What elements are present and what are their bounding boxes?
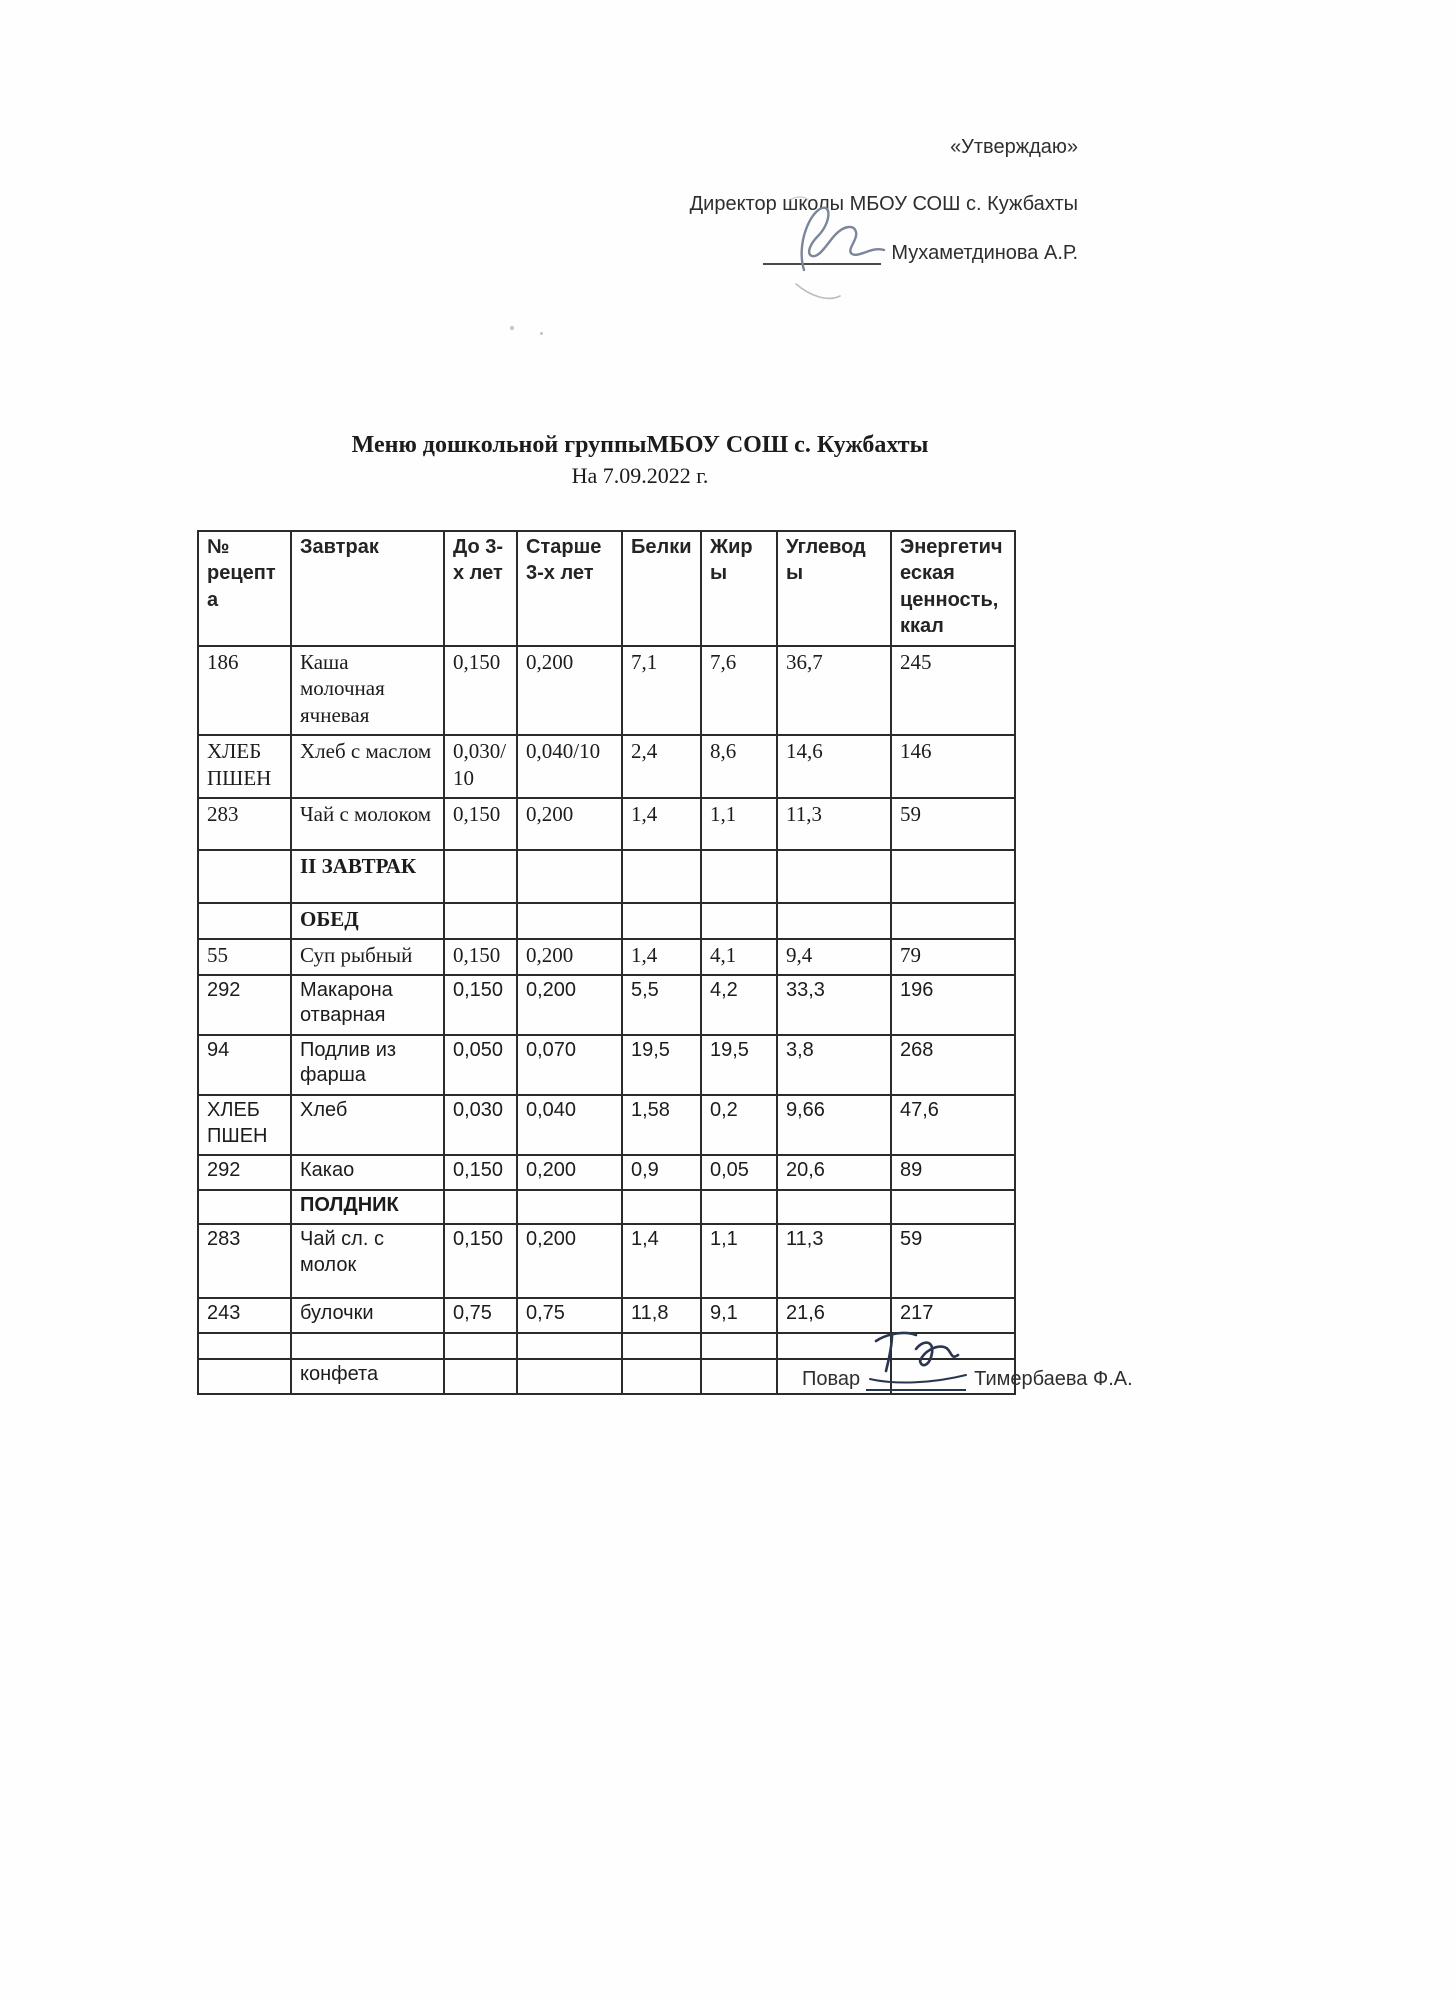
table-cell: 0,200 — [517, 1155, 622, 1190]
table-cell: 19,5 — [701, 1035, 777, 1095]
table-cell: 2,4 — [622, 735, 701, 798]
table-cell: 9,1 — [701, 1298, 777, 1333]
table-cell: 55 — [198, 939, 291, 975]
table-cell — [517, 903, 622, 939]
table-cell: Подлив из фарша — [291, 1035, 444, 1095]
table-cell: 196 — [891, 975, 1015, 1035]
table-cell: 5,5 — [622, 975, 701, 1035]
table-cell: 0,200 — [517, 1224, 622, 1298]
table-cell: ХЛЕБ ПШЕН — [198, 735, 291, 798]
table-cell: 4,2 — [701, 975, 777, 1035]
table-cell — [444, 1333, 517, 1359]
table-cell — [777, 1333, 891, 1359]
table-cell: 11,3 — [777, 798, 891, 850]
table-cell: 36,7 — [777, 646, 891, 736]
menu-table — [197, 530, 1016, 1395]
table-cell — [777, 1190, 891, 1225]
table-cell: Хлеб с маслом — [291, 735, 444, 798]
table-cell: 0,150 — [444, 1224, 517, 1298]
table-cell: 20,6 — [777, 1155, 891, 1190]
director-title-line: Директор школы МБОУ СОШ с. Кужбахты — [689, 193, 1078, 215]
table-row — [198, 1035, 1015, 1095]
column-header: Завтрак — [291, 531, 444, 646]
scan-artifact — [510, 326, 514, 330]
table-cell — [777, 903, 891, 939]
title-block — [230, 432, 1050, 489]
table-cell: Чай с молоком — [291, 798, 444, 850]
table-cell — [198, 1359, 291, 1394]
column-header: Жиры — [701, 531, 777, 646]
table-cell: 1,1 — [701, 798, 777, 850]
table-row — [198, 1333, 1015, 1359]
table-cell — [198, 1333, 291, 1359]
table-cell: 0,200 — [517, 798, 622, 850]
table-cell: Суп рыбный — [291, 939, 444, 975]
table-cell: II ЗАВТРАК — [291, 850, 444, 903]
document-date: На 7.09.2022 г. — [571, 463, 709, 488]
table-cell: 1,1 — [701, 1224, 777, 1298]
table-cell — [701, 850, 777, 903]
table-cell — [622, 1359, 701, 1394]
table-cell: Чай сл. с молок — [291, 1224, 444, 1298]
table-cell: 59 — [891, 1224, 1015, 1298]
table-cell: 14,6 — [777, 735, 891, 798]
table-row — [198, 798, 1015, 850]
table-cell: 217 — [891, 1298, 1015, 1333]
table-cell: 0,150 — [444, 798, 517, 850]
table-cell: 9,66 — [777, 1095, 891, 1155]
table-cell — [198, 903, 291, 939]
table-cell — [198, 850, 291, 903]
table-cell — [517, 1359, 622, 1394]
table-row — [198, 735, 1015, 798]
table-cell: 283 — [198, 1224, 291, 1298]
table-cell — [622, 1190, 701, 1225]
section-row — [198, 850, 1015, 903]
column-header: Углеводы — [777, 531, 891, 646]
table-cell: 19,5 — [622, 1035, 701, 1095]
table-cell — [291, 1333, 444, 1359]
column-header: № рецепта — [198, 531, 291, 646]
signature-line — [763, 243, 881, 265]
table-cell: 0,030/10 — [444, 735, 517, 798]
table-cell: 0,150 — [444, 975, 517, 1035]
table-row — [198, 646, 1015, 736]
table-cell — [622, 903, 701, 939]
table-cell — [444, 1190, 517, 1225]
table-cell: булочки — [291, 1298, 444, 1333]
table-cell: 0,9 — [622, 1155, 701, 1190]
table-cell — [444, 1359, 517, 1394]
table-cell: 0,05 — [701, 1155, 777, 1190]
table-cell: 243 — [198, 1298, 291, 1333]
table-cell: Макарона отварная — [291, 975, 444, 1035]
table-cell — [701, 1190, 777, 1225]
cook-name: Тимербаева Ф.А. — [974, 1368, 1133, 1390]
table-cell: 283 — [198, 798, 291, 850]
table-cell: 3,8 — [777, 1035, 891, 1095]
table-cell: 11,3 — [777, 1224, 891, 1298]
table-row — [198, 1224, 1015, 1298]
header-row — [198, 531, 1015, 646]
table-cell — [701, 1333, 777, 1359]
table-cell: 0,050 — [444, 1035, 517, 1095]
table-cell: конфета — [291, 1359, 444, 1394]
director-name: Мухаметдинова А.Р. — [891, 242, 1078, 264]
table-cell: 33,3 — [777, 975, 891, 1035]
cook-label: Повар — [802, 1368, 861, 1390]
column-header: Белки — [622, 531, 701, 646]
table-cell — [891, 850, 1015, 903]
table-cell: ХЛЕБ ПШЕН — [198, 1095, 291, 1155]
table-cell — [777, 850, 891, 903]
column-header: Старше 3-х лет — [517, 531, 622, 646]
table-cell: 0,040 — [517, 1095, 622, 1155]
table-cell: 59 — [891, 798, 1015, 850]
table-cell: 0,200 — [517, 975, 622, 1035]
table-cell: 21,6 — [777, 1298, 891, 1333]
table-cell: Каша молочная ячневая — [291, 646, 444, 736]
table-cell: 0,040/10 — [517, 735, 622, 798]
column-header: До 3-х лет — [444, 531, 517, 646]
table-cell — [891, 1190, 1015, 1225]
table-cell: 0,75 — [517, 1298, 622, 1333]
table-cell: 292 — [198, 975, 291, 1035]
table-cell — [701, 1359, 777, 1394]
column-header: Энергетическая ценность, ккал — [891, 531, 1015, 646]
section-row — [198, 903, 1015, 939]
table-cell: 4,1 — [701, 939, 777, 975]
table-cell: 9,4 — [777, 939, 891, 975]
cook-signature-line — [866, 1369, 966, 1391]
table-cell: 0,200 — [517, 646, 622, 736]
table-row — [198, 939, 1015, 975]
director-signature-row — [690, 242, 1078, 265]
table-cell — [622, 1333, 701, 1359]
table-cell: 89 — [891, 1155, 1015, 1190]
table-cell — [444, 850, 517, 903]
table-cell: 0,030 — [444, 1095, 517, 1155]
table-cell: 0,150 — [444, 1155, 517, 1190]
table-body — [198, 646, 1015, 1394]
table-cell: 245 — [891, 646, 1015, 736]
table-cell — [517, 850, 622, 903]
table-cell: 146 — [891, 735, 1015, 798]
table-cell — [444, 903, 517, 939]
table-cell: 0,75 — [444, 1298, 517, 1333]
table-cell: 0,070 — [517, 1035, 622, 1095]
table-cell — [891, 903, 1015, 939]
section-row — [198, 1190, 1015, 1225]
table-row — [198, 1155, 1015, 1190]
table-cell: 0,200 — [517, 939, 622, 975]
table-cell: 7,1 — [622, 646, 701, 736]
table-cell: ОБЕД — [291, 903, 444, 939]
table-cell: 94 — [198, 1035, 291, 1095]
table-cell: 8,6 — [701, 735, 777, 798]
table-cell: 1,58 — [622, 1095, 701, 1155]
table-cell: 11,8 — [622, 1298, 701, 1333]
table-cell: 47,6 — [891, 1095, 1015, 1155]
table-cell: ПОЛДНИК — [291, 1190, 444, 1225]
cook-signature-block — [802, 1368, 1133, 1391]
table-cell — [701, 903, 777, 939]
approval-stamp-text: «Утверждаю» — [950, 136, 1078, 158]
table-cell: 7,6 — [701, 646, 777, 736]
table-row — [198, 975, 1015, 1035]
table-row — [198, 1095, 1015, 1155]
table-row — [198, 1298, 1015, 1333]
approval-block — [690, 136, 1078, 265]
table-cell: 1,4 — [622, 1224, 701, 1298]
table-cell — [891, 1333, 1015, 1359]
table-cell: 292 — [198, 1155, 291, 1190]
table-cell — [517, 1190, 622, 1225]
table-cell — [517, 1333, 622, 1359]
table-cell: 0,2 — [701, 1095, 777, 1155]
table-cell: 0,150 — [444, 646, 517, 736]
table-cell: 186 — [198, 646, 291, 736]
table-cell: Хлеб — [291, 1095, 444, 1155]
table-cell: 0,150 — [444, 939, 517, 975]
table-cell: 268 — [891, 1035, 1015, 1095]
table-cell: 1,4 — [622, 939, 701, 975]
document-title: Меню дошкольной группыМБОУ СОШ с. Кужбахты — [351, 432, 929, 458]
table-cell: Какао — [291, 1155, 444, 1190]
table-cell — [622, 850, 701, 903]
scan-artifact — [540, 332, 543, 335]
table-cell: 1,4 — [622, 798, 701, 850]
table-cell — [198, 1190, 291, 1225]
table-cell: 79 — [891, 939, 1015, 975]
